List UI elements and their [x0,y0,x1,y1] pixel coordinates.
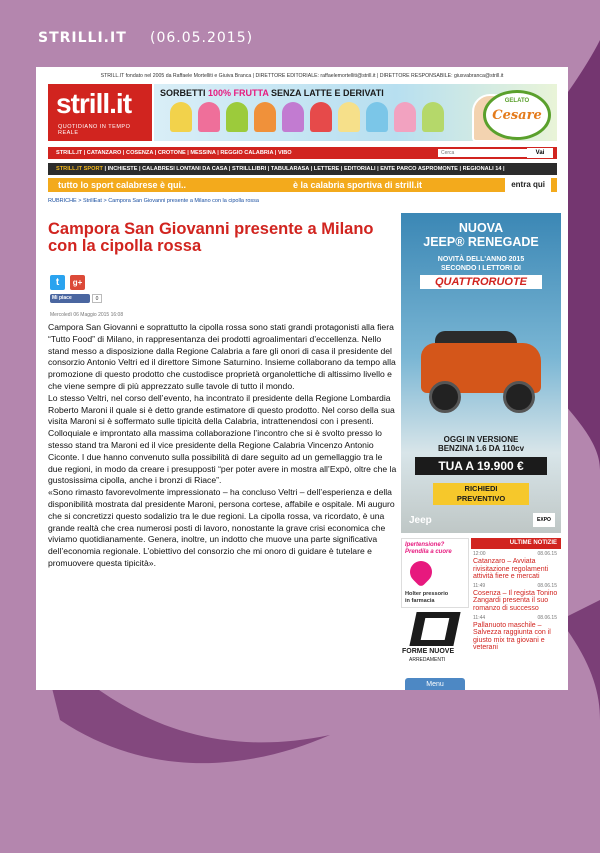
masthead-credits: STRILL.IT fondato nel 2005 da Raffaele Mortelliti e Giuiva Branca | DIRETTORE EDITORIALE: raffaelemortelliti@strill.it | DIRETTORE RESPONSABILE: giusvabranca@strill.it [100,73,504,79]
icecream-icon [366,102,388,132]
forme-nuove-name: FORME NUOVE [402,648,455,655]
request-quote-button[interactable]: RICHIEDI PREVENTIVO [433,483,529,505]
news-item[interactable]: 11:49 08.06.15 Cosenza – Il regista Tonino Zangardi presenta il suo romanzo di successo [473,582,558,612]
article-body [48,322,398,570]
icecream-icon [198,102,220,132]
car-wheel [503,381,535,413]
icecream-icon [254,102,276,132]
furniture-advertisement[interactable] [401,610,469,664]
icecream-icon [226,102,248,132]
site-logo[interactable] [48,84,152,141]
icecream-icon [282,102,304,132]
sport-promo-bar[interactable] [48,178,557,192]
logo-tagline: QUOTIDIANO IN TEMPO REALE [58,124,131,136]
news-headline[interactable]: Pallanuoto maschile – Salvezza raggiunta con il giusto mix tra giovani e veterani [473,621,551,652]
icecream-icon [170,102,192,132]
icecream-icon [394,102,416,132]
article-title: Campora San Giovanni presente a Milano con la cipolla rossa [48,220,374,255]
twitter-icon[interactable]: t [50,275,65,290]
jeep-headline: NUOVA JEEP® RENEGADE [423,221,539,249]
breadcrumb[interactable]: RUBRICHE > StrillEat > Campora San Giovanni presente a Milano con la cipolla rossa [48,198,259,204]
article-date: Mercoledì 06 Maggio 2015 16:08 [50,312,124,318]
city-navigation [48,147,557,159]
latest-news-panel [471,538,561,690]
like-count: 0 [92,294,102,303]
icecream-icon [338,102,360,132]
gelato-cesare-logo: GELATO Cesare [483,90,551,140]
source-label: STRILLI.IT [38,30,127,46]
sport-promo-middle: è la calabria sportiva di strill.it [293,180,423,190]
news-item[interactable]: 11:44 08.06.15 Pallanuoto maschile – Salvezza raggiunta con il giusto mix tra giovani e veterani [473,614,557,652]
jeep-award: NOVITÀ DELL'ANNO 2015 SECONDO I LETTORI DI [437,256,525,272]
icecream-icon [310,102,332,132]
clipping-date: (06.05.2015) [150,30,254,46]
icecream-icon [422,102,444,132]
jeep-price: TUA A 19.900 € [415,457,547,475]
jeep-logo: Jeep [409,515,432,526]
article-paragraph: Lo stesso Veltri, nel corso dell’evento, ha incontrato il presidente della Regione Lombardia Roberto Maroni il quale si è detto grande estimatore di questo prodotto. Nel corso della sua visita Maroni si è soffermato sulle tipicità della Calabria, intrattenendosi con i presenti. Colloquiale e improntato alla massima collaborazione l’incontro che si è svolto presso lo stesso stand tra Maroni ed il vice presidente della Regione Calabria Vincenzo Antonio Ciconte. I due hanno convenuto sulla possibilità di dare seguito ad un gemellaggio tra le due regioni, in modo da creare i presupposti “per poter avere in mostra all’Expò, oltre che la gustosissima cipolla, anche i bronzi di Riace”. [48,392,397,486]
search-button[interactable]: Vai [527,148,553,158]
facebook-like-button[interactable]: Mi piace [50,294,90,303]
logo-wordmark: strill.it [56,88,132,119]
jeep-advertisement[interactable] [401,213,561,533]
expo-logo: EXPO [533,513,555,527]
search-input[interactable] [438,149,530,157]
forme-nuove-sub: ARREDAMENTI [409,657,446,663]
enter-sport-button[interactable]: entra qui [505,178,551,192]
section-nav-links[interactable]: | INCHIESTE | CALABRESI LONTANI DA CASA | STRILLLIBRI | TABULARASA | LETTERE | EDITORIALI | ENTE PARCO ASPROMONTE | REGIONALI 14 | [102,166,505,172]
header-banner [48,84,557,141]
heart-icon [405,556,436,587]
news-item[interactable]: 12:00 08.06.15 Catanzaro – Avviata rivisitazione regolamenti attività fiere e mercati [473,551,557,581]
banner-advertisement[interactable] [154,84,557,141]
sport-promo-left: tutto lo sport calabrese è qui.. [58,180,187,190]
news-headline[interactable]: Catanzaro – Avviata rivisitazione regolamenti attività fiere e mercati [473,558,549,581]
google-plus-icon[interactable]: g+ [70,275,85,290]
section-navigation [48,163,557,175]
quattroruote-logo: QUATTRORUOTE [420,275,542,289]
jeep-version: OGGI IN VERSIONE BENZINA 1.6 DA 110cv [437,435,525,453]
car-wheel [429,381,461,413]
article-page [36,67,568,690]
latest-news-header: ULTIME NOTIZIE [471,538,561,549]
menu-button[interactable]: Menu [405,678,465,690]
nav-sport-link[interactable]: STRILL.IT SPORT [56,166,103,172]
news-headline[interactable]: Cosenza – Il regista Tonino Zangardi presenta il suo romanzo di successo [473,589,558,612]
side-advertisements [401,538,469,690]
ad-slogan: SORBETTI 100% FRUTTA SENZA LATTE E DERIVATI [160,88,384,98]
article-paragraph: «Sono rimasto favorevolmente impressionato – ha concluso Veltri – dell’esperienza e della disponibilità mostrata dal presidente Maroni, persona cortese, affabile e ospitale. Mi auguro che si concretizzi questo sodalizio tra le due regioni. La cipolla rossa, va ricordato, è una grande realtà che crea numerosi posti di lavoro, nonostante la grave crisi economica che viviamo quotidianamente. Genera, inoltre, un indotto che muove una parte significativa dell’economia regionale. L’obiettivo del consorzio che mi onoro di guidare è tutelare e promuovere questa tipicità». [48,487,395,568]
article-paragraph: Campora San Giovanni e soprattutto la cipolla rossa sono stati grandi protagonisti alla fiera “Tutto Food” di Milano, in rappresentanza dei prodotti agroalimentari d’eccellenza. Nello stand messo a disposizione dalla Regione Calabria a fare gli onori di casa il presidente del consorzio Antonio Veltri ed il direttore Simone Saturnino. Insieme collaborano da tempo alla promozione di questo prodotto che custodisce proprietà organolettiche di altissimo livello e che viene sempre di più apprezzato sulle tavole di tutto il mondo. [48,322,396,391]
pharmacy-advertisement[interactable]: Ipertensione? Prendila a cuore Holter pressorio in farmacia [401,538,469,608]
city-nav-links[interactable]: STRILL.IT | CATANZARO | COSENZA | CROTONE | MESSINA | REGGIO CALABRIA | VIBO [56,150,292,156]
